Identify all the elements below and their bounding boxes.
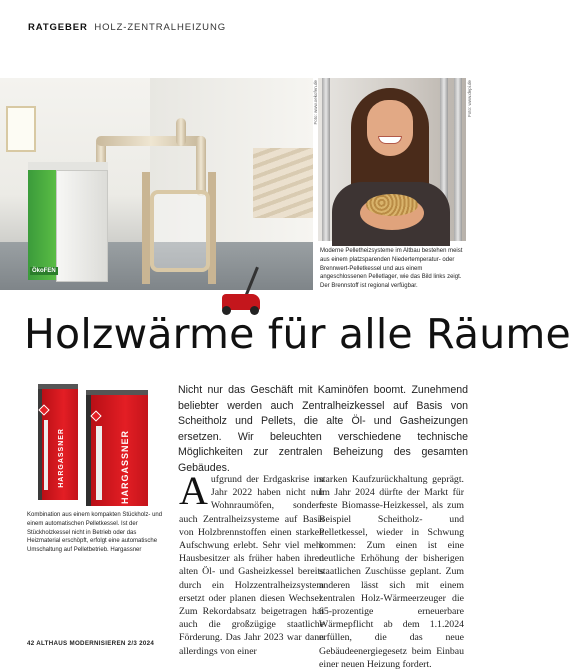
brand-text-right: HARGASSNER (120, 430, 130, 505)
photo-credit-woman: Foto: www.depi.de (467, 80, 472, 118)
boiler-cabinet (56, 170, 108, 282)
article-headline: Holzwärme für alle Räume (24, 310, 571, 358)
face (367, 100, 413, 156)
photo-credit-main: Foto: www.oekofen.de (313, 80, 318, 125)
boiler-room-photo (0, 78, 313, 290)
article-lead: Nicht nur das Geschäft mit Kaminöfen boomt. Zunehmend beliebter werden auch Zentralheizkessel auf Basis von Scheitholz und Pellets, die alte Öl- und Gasheizungen ersetzen. Wir beleuchten verschiedene technische Möglichkeiten zur zentralen Beheizung des gesamten Gebäudes. (178, 384, 468, 474)
staircase (253, 148, 313, 218)
body-column-2: starken Kaufzurückhaltung geprägt. Im Jahr 2024 dürfte der Markt für feste Biomasse-Heizkessel, als zum Beispiel Scheitholz- und Pelletkessel, wieder in Schwung kommen: Zum einen ist eine deutliche Erhöhung der bisherigen staatlichen Zuschüsse geplant. Zum anderen lässt sich mit einem zentralen Holz-Wärmeerzeuger die 65-prozentige erneuerbare Wärmepflicht ab dem 1.1.2024 erfüllen, die das neue Gebäudeenergiegesetz beim Einbau einer neuen Heizung fordert. (319, 474, 464, 670)
brand-text-left: HARGASSNER (58, 428, 65, 488)
pellet-storage (150, 190, 210, 272)
window (6, 106, 36, 152)
caption-woman-photo: Moderne Pelletheizsysteme im Altbau bestehen meist aus einem platzsparenden Niedertemperatur- oder Brennwert-Pelletkessel und aus einem angeschlossenen Pelletlager, wie das Bild links zeigt. Der Brennstoff ist regional verfügbar. (320, 248, 463, 290)
section-title: HOLZ-ZENTRALHEIZUNG (94, 22, 226, 33)
woman-with-pellets-photo (318, 78, 466, 241)
drop-cap: A (179, 468, 208, 513)
caption-product-photo: Kombination aus einem kompakten Stückholz- und einem automatischen Pelletkessel. Ist der Stückholzkessel nicht in Betrieb oder das Heizmaterial erschöpft, erfolgt eine automatische Umschaltung auf Pelletbetrieb. Hargassner (27, 512, 163, 554)
section-kicker: RATGEBER (28, 22, 88, 33)
page-footer: 42 ALTHAUS MODERNISIEREN 2/3 2024 (27, 640, 155, 647)
body-text-1: ufgrund der Erdgaskrise im Jahr 2022 haben nicht nur Wohnraumöfen, sondern auch Zentralheizsysteme auf Basis von Holzbrennstoffen einen starken Aufschwung erlebt. Sehr viel mehr Hausbesitzer als früher haben ihren alten Öl- und Gasheizkessel bereits durch ein Holzzentralheizsystem ersetzt oder planen diesen Wechsel. Zum Rekordabsatz beigetragen hat auch die großzügige staatliche Förderung. Das Jahr 2023 war dann allerdings von einer (179, 474, 324, 657)
body-column-1 (179, 468, 324, 658)
hargassner-boiler-photo (30, 380, 152, 508)
boiler-brand-label: ÖkoFEN (32, 268, 56, 274)
pellet-boiler (28, 170, 58, 280)
section-header (28, 22, 226, 33)
wood-pellets (366, 194, 418, 216)
